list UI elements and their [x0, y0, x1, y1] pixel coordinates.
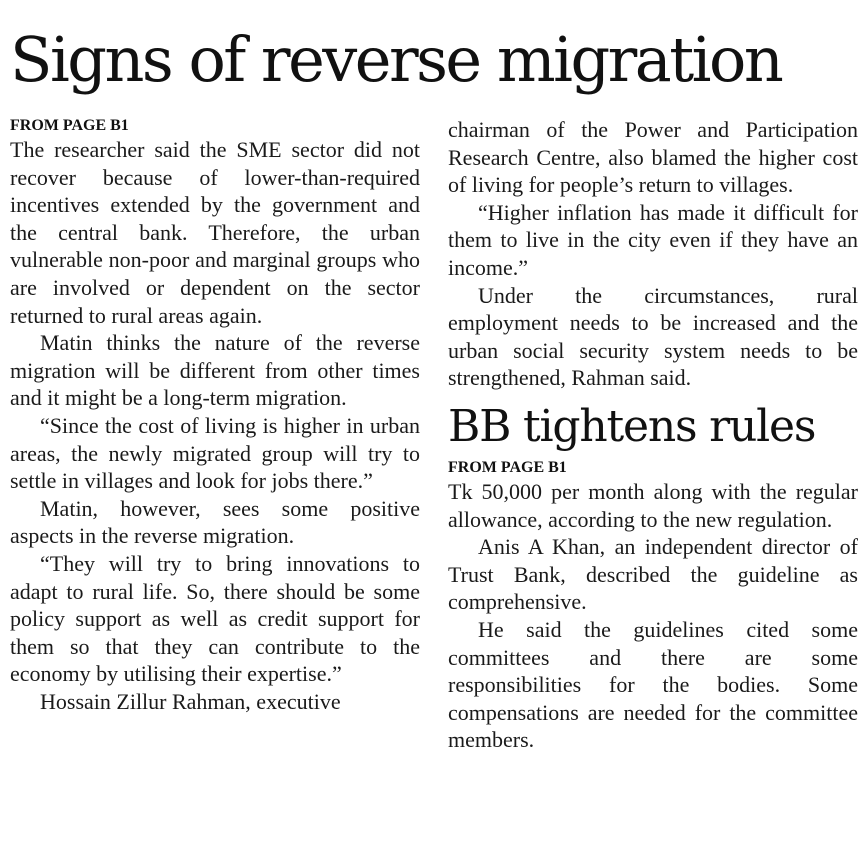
article-paragraph: Matin thinks the nature of the reverse migration will be different from other times and it might be a long-term migration. — [10, 330, 420, 411]
article-paragraph: Matin, however, sees some positive aspects in the reverse migration. — [10, 495, 420, 549]
article-headline: Signs of reverse migration — [10, 23, 782, 96]
second-article-paragraph: Anis A Khan, an independent director of Trust Bank, described the guideline as comprehensive. — [448, 534, 858, 615]
article-kicker: FROM PAGE B1 — [10, 117, 129, 134]
article-paragraph: “They will try to bring innovations to adapt to rural life. So, there should be some policy support as well as credit support for them so that they can contribute to the economy by utilising their expertise.” — [10, 550, 420, 687]
second-article-headline: BB tightens rules — [448, 400, 816, 452]
second-article-paragraph: Tk 50,000 per month along with the regular allowance, according to the new regulation. — [448, 478, 858, 532]
article-paragraph-continued: chairman of the Power and Participation Research Centre, also blamed the higher cost of living for people’s return to villages. — [448, 117, 858, 198]
article-paragraph: The researcher said the SME sector did not recover because of lower-than-required incentives extended by the government and the central bank. Therefore, the urban vulnerable non-poor and marginal groups who are involved or dependent on the sector returned to rural areas again. — [10, 137, 420, 328]
article-column-right — [448, 116, 858, 754]
article-paragraph: Hossain Zillur Rahman, executive — [40, 688, 341, 714]
article-paragraph: “Since the cost of living is higher in urban areas, the newly migrated group will try to settle in villages and look for jobs there.” — [10, 412, 420, 494]
second-article-paragraph: He said the guidelines cited some committees and there are some responsibilities for the bodies. Some compensations are needed for the committee members. — [448, 616, 858, 753]
article-paragraph: “Higher inflation has made it difficult for them to live in the city even if they have an income.” — [448, 199, 858, 280]
article-column-left — [10, 116, 420, 715]
article-paragraph: Under the circumstances, rural employment needs to be increased and the urban social security system needs to be strengthened, Rahman said. — [448, 282, 858, 391]
second-article-kicker: FROM PAGE B1 — [448, 458, 567, 476]
